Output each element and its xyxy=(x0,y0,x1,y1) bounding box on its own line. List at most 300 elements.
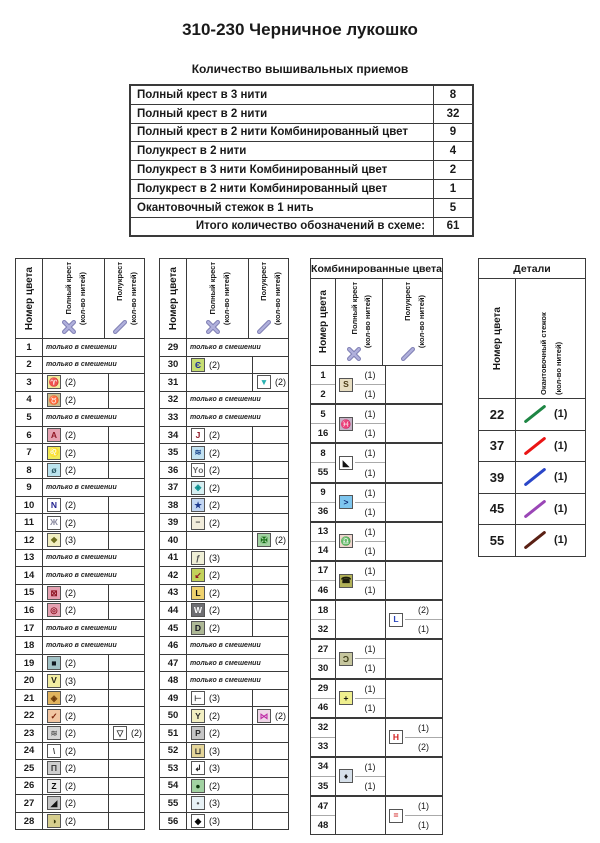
color-number: 16 xyxy=(16,602,43,619)
color-number: 53 xyxy=(160,760,187,777)
mix-only-label: только в смешении xyxy=(46,484,117,492)
full-cross-cell xyxy=(43,585,109,602)
full-cross-cell xyxy=(336,405,386,442)
thread-count: (1) xyxy=(405,797,442,816)
technique-label: Полный крест в 2 нити Комбинированный цвет xyxy=(137,126,408,139)
half-cross-cell xyxy=(109,374,144,391)
half-cross-cell xyxy=(386,366,442,403)
thread-count: (1) xyxy=(355,562,385,581)
legend-row xyxy=(16,513,144,531)
color-number: 23 xyxy=(16,725,43,742)
color-number: 36 xyxy=(317,506,329,518)
summary-total-row xyxy=(131,217,472,236)
half-cross-cell xyxy=(253,743,288,760)
color-number: 12 xyxy=(16,532,43,549)
thread-count: (2) xyxy=(209,500,220,511)
thread-count: (1) xyxy=(355,640,385,659)
summary-row xyxy=(131,179,472,198)
half-cross-header-stack xyxy=(112,262,128,335)
symbol-box: ● xyxy=(191,779,205,793)
symbol-box: Є xyxy=(191,358,205,372)
half-cross-header-count xyxy=(129,262,138,335)
summary-row xyxy=(131,123,472,142)
full-cross-cell xyxy=(187,602,253,619)
symbol-box: ⊢ xyxy=(191,691,205,705)
thread-count: (2) xyxy=(65,394,76,405)
color-number: 49 xyxy=(160,690,187,707)
half-cross-header xyxy=(105,259,144,338)
legend-row xyxy=(160,671,288,689)
thread-count: (3) xyxy=(209,552,220,563)
symbol-box: ◈ xyxy=(47,691,61,705)
thread-count: (1) xyxy=(418,820,429,831)
full-cross-cell xyxy=(187,462,253,479)
stitch-technique-summary-table xyxy=(129,84,474,237)
legend-row xyxy=(16,636,144,654)
full-cross-header-count xyxy=(363,282,372,362)
column-header-label: Полукрест xyxy=(403,282,412,321)
technique-count: 9 xyxy=(433,124,472,142)
half-cross-cell xyxy=(253,725,288,742)
legend-row xyxy=(16,601,144,619)
color-number: 39 xyxy=(160,514,187,531)
full-cross-cell xyxy=(43,602,109,619)
legend-row xyxy=(16,443,144,461)
full-cross-cell xyxy=(336,719,386,756)
color-number: 37 xyxy=(160,479,187,496)
half-cross-header-stack xyxy=(256,262,272,335)
thread-count: (2) xyxy=(275,377,286,388)
symbol-box: ✠ xyxy=(257,533,271,547)
half-cross-cell xyxy=(109,707,144,724)
symbol-box: ▽ xyxy=(113,726,127,740)
color-number-header xyxy=(479,279,516,398)
thread-count: (2) xyxy=(209,570,220,581)
color-number: 35 xyxy=(317,780,329,792)
column-header-label: Полукрест xyxy=(115,262,124,301)
half-cross-icon xyxy=(256,319,272,335)
color-number: 10 xyxy=(16,497,43,514)
color-number-header xyxy=(160,259,187,338)
legend-row xyxy=(160,812,288,830)
technique-count: 4 xyxy=(433,142,472,160)
symbol-box: D xyxy=(191,621,205,635)
thread-count: (2) xyxy=(209,780,220,791)
legend-row xyxy=(160,496,288,514)
full-cross-icon xyxy=(346,346,362,362)
half-cross-cell xyxy=(109,760,144,777)
symbol-box: Ж xyxy=(47,516,61,530)
color-number: 42 xyxy=(160,567,187,584)
symbol-box: ≋ xyxy=(47,726,61,740)
legend-row xyxy=(16,426,144,444)
technique-count: 5 xyxy=(433,199,472,217)
full-cross-cell xyxy=(187,357,253,374)
thread-count: (1) xyxy=(418,624,429,635)
color-number: 46 xyxy=(160,637,187,654)
symbol-box: ★ xyxy=(191,498,205,512)
thread-count: (1) xyxy=(554,534,568,547)
full-cross-cell xyxy=(43,462,109,479)
color-number: 44 xyxy=(160,602,187,619)
column-header-label: Полный крест xyxy=(208,262,217,315)
color-number: 43 xyxy=(160,585,187,602)
color-number: 41 xyxy=(160,550,187,567)
color-number: 16 xyxy=(317,427,329,439)
color-number: 2 xyxy=(320,388,326,400)
symbol-box: ⋈ xyxy=(257,709,271,723)
half-cross-header-count xyxy=(273,262,282,335)
legend-row xyxy=(160,373,288,391)
thread-count: (1) xyxy=(355,444,385,463)
thread-count: (1) xyxy=(554,408,568,421)
color-number: 17 xyxy=(311,562,335,581)
column-header-label: (кол-во нитей) xyxy=(363,295,372,349)
backstitch-header xyxy=(516,279,585,398)
backstitch-line-icon xyxy=(521,529,549,551)
color-number: 35 xyxy=(160,444,187,461)
thread-counts xyxy=(355,758,385,795)
half-cross-cell xyxy=(109,778,144,795)
mix-only-label: только в смешении xyxy=(46,413,117,421)
thread-count: (1) xyxy=(364,467,376,478)
full-cross-cell xyxy=(43,707,109,724)
thread-count: (3) xyxy=(209,816,220,827)
legend-row xyxy=(160,356,288,374)
combined-color-group xyxy=(311,366,442,403)
color-number: 47 xyxy=(160,655,187,672)
color-number: 14 xyxy=(16,567,43,584)
thread-count: (3) xyxy=(65,535,76,546)
thread-count: (1) xyxy=(355,366,385,385)
thread-count: (1) xyxy=(364,663,376,674)
thread-count: (3) xyxy=(209,745,220,756)
full-cross-cell xyxy=(187,725,253,742)
symbol-box: ↲ xyxy=(191,761,205,775)
symbol-box: ◎ xyxy=(47,603,61,617)
thread-count: (1) xyxy=(364,781,376,792)
backstitch-cell xyxy=(516,462,585,493)
full-cross-header xyxy=(43,259,105,338)
technique-label: Окантовочный стежок в 1 нить xyxy=(137,201,314,214)
legend-row xyxy=(160,566,288,584)
full-cross-cell xyxy=(43,532,109,549)
half-cross-cell xyxy=(386,797,442,834)
color-number: 17 xyxy=(16,620,43,637)
color-number: 22 xyxy=(479,399,516,430)
combined-color-group xyxy=(311,403,442,442)
half-cross-cell xyxy=(109,690,144,707)
thread-counts xyxy=(405,601,442,638)
symbol-box: L xyxy=(191,586,205,600)
full-cross-cell xyxy=(187,778,253,795)
full-cross-cell xyxy=(43,374,109,391)
thread-count: (1) xyxy=(364,428,376,439)
legend-row xyxy=(160,742,288,760)
thread-count: (3) xyxy=(209,693,220,704)
half-cross-cell xyxy=(109,585,144,602)
thread-count: (2) xyxy=(209,605,220,616)
color-number: 18 xyxy=(311,601,335,620)
color-number-pair xyxy=(311,366,336,403)
symbol-box: + xyxy=(339,691,353,705)
legend-row xyxy=(16,549,144,567)
color-number-pair xyxy=(311,562,336,599)
summary-row xyxy=(131,141,472,160)
thread-count: (3) xyxy=(209,798,220,809)
legend-row xyxy=(160,513,288,531)
symbol-box: ⊠ xyxy=(47,586,61,600)
full-cross-header xyxy=(336,279,383,365)
summary-row xyxy=(131,86,472,104)
summary-row xyxy=(131,160,472,179)
symbol-box: ❖ xyxy=(47,533,61,547)
color-number: 33 xyxy=(160,409,187,426)
full-cross-cell xyxy=(187,444,253,461)
half-cross-icon xyxy=(400,346,416,362)
legend-row xyxy=(160,339,288,356)
symbol-box: • xyxy=(191,796,205,810)
mix-only-label: только в смешении xyxy=(190,413,261,421)
half-cross-cell xyxy=(386,640,442,677)
technique-label: Полукрест в 2 нити xyxy=(137,145,247,158)
symbol-box: Y xyxy=(191,709,205,723)
thread-count: (1) xyxy=(364,545,376,556)
page-title: 310-230 Черничное лукошко xyxy=(182,20,418,39)
color-number: 55 xyxy=(160,795,187,812)
thread-count: (1) xyxy=(405,719,442,738)
color-number: 48 xyxy=(160,672,187,689)
summary-row xyxy=(131,104,472,123)
thread-count: (2) xyxy=(275,535,286,546)
symbol-box: ◣ xyxy=(339,456,353,470)
total-count: 61 xyxy=(433,218,472,236)
full-cross-cell xyxy=(187,532,253,549)
mix-only-label: только в смешении xyxy=(190,343,261,351)
full-cross-cell xyxy=(336,484,386,521)
half-cross-cell xyxy=(253,707,288,724)
half-cross-header xyxy=(383,279,442,365)
backstitch-line-icon xyxy=(521,435,549,457)
full-cross-cell xyxy=(187,707,253,724)
legend-row xyxy=(16,478,144,496)
legend-row xyxy=(16,373,144,391)
column-header-label: Полукрест xyxy=(259,262,268,301)
color-number: 36 xyxy=(160,462,187,479)
symbol-box: ø xyxy=(47,463,61,477)
legend-row xyxy=(16,812,144,830)
full-cross-cell xyxy=(43,725,109,742)
mix-only-label: только в смешении xyxy=(190,677,261,685)
technique-count: 32 xyxy=(433,105,472,123)
legend-row xyxy=(16,461,144,479)
color-number-pair xyxy=(311,523,336,560)
legend-row xyxy=(16,531,144,549)
combined-color-group xyxy=(311,442,442,481)
thread-count: (1) xyxy=(355,758,385,777)
half-cross-cell xyxy=(253,357,288,374)
full-cross-cell xyxy=(187,795,253,812)
legend-header xyxy=(160,259,288,339)
color-number: 21 xyxy=(16,690,43,707)
thread-count: (1) xyxy=(554,502,568,515)
color-number-pair xyxy=(311,444,336,481)
half-cross-cell xyxy=(253,813,288,830)
full-cross-cell xyxy=(43,795,109,812)
details-rows xyxy=(479,399,585,556)
color-number: 1 xyxy=(16,339,43,356)
full-cross-header-stack xyxy=(346,282,362,362)
thread-counts xyxy=(355,562,385,599)
half-cross-cell xyxy=(253,778,288,795)
half-cross-cell xyxy=(109,602,144,619)
symbol-box: ☎ xyxy=(339,574,353,588)
half-cross-cell xyxy=(253,514,288,531)
full-cross-cell xyxy=(187,760,253,777)
legend-rows xyxy=(160,339,288,829)
thread-counts xyxy=(355,444,385,481)
half-cross-header-stack xyxy=(400,282,416,362)
color-number: 47 xyxy=(311,797,335,816)
combined-colors-table xyxy=(310,258,443,835)
mix-only-label: только в смешении xyxy=(190,642,261,650)
symbol-box: ♎ xyxy=(339,534,353,548)
color-number: 9 xyxy=(311,484,335,503)
combined-color-groups xyxy=(311,366,442,834)
thread-counts xyxy=(405,719,442,756)
legend-rows xyxy=(16,339,144,829)
color-number: 28 xyxy=(16,813,43,830)
mix-only-label: только в смешении xyxy=(46,624,117,632)
color-number: 29 xyxy=(311,680,335,699)
thread-counts xyxy=(355,366,385,403)
half-cross-cell xyxy=(109,444,144,461)
full-cross-cell xyxy=(43,514,109,531)
thread-count: (2) xyxy=(65,465,76,476)
full-cross-icon xyxy=(205,319,221,335)
color-number: 30 xyxy=(317,662,329,674)
thread-count: (2) xyxy=(65,500,76,511)
half-cross-cell xyxy=(109,497,144,514)
color-number: 34 xyxy=(311,758,335,777)
color-number: 51 xyxy=(160,725,187,742)
half-cross-cell xyxy=(386,601,442,638)
thread-count: (2) xyxy=(209,517,220,528)
color-number: 24 xyxy=(16,743,43,760)
thread-count: (2) xyxy=(131,728,142,739)
half-cross-cell xyxy=(253,427,288,444)
thread-count: (2) xyxy=(275,710,286,721)
half-cross-cell xyxy=(386,523,442,560)
total-label: Итого количество обозначений в схеме: xyxy=(195,220,425,233)
full-cross-cell xyxy=(43,743,109,760)
thread-counts xyxy=(355,484,385,521)
combined-color-group xyxy=(311,482,442,521)
legend-row xyxy=(160,408,288,426)
legend-row xyxy=(16,706,144,724)
full-cross-cell xyxy=(187,690,253,707)
half-cross-cell xyxy=(109,532,144,549)
column-header-label: (кол-во нитей) xyxy=(77,271,87,326)
symbol-box: ■ xyxy=(47,656,61,670)
symbol-box: Π xyxy=(47,761,61,775)
color-number: 45 xyxy=(479,494,516,525)
color-number: 19 xyxy=(16,655,43,672)
thread-count: (1) xyxy=(364,702,376,713)
thread-count: (2) xyxy=(65,517,76,528)
full-cross-header-count xyxy=(78,262,87,335)
details-row xyxy=(479,493,585,525)
color-number: 18 xyxy=(16,637,43,654)
legend-row xyxy=(16,356,144,374)
legend-row xyxy=(160,724,288,742)
symbol-box: ⊔ xyxy=(191,744,205,758)
color-number: 8 xyxy=(16,462,43,479)
color-number: 39 xyxy=(479,462,516,493)
color-number: 4 xyxy=(16,392,43,409)
half-cross-cell xyxy=(253,374,288,391)
color-number: 38 xyxy=(160,497,187,514)
half-cross-cell xyxy=(253,479,288,496)
thread-count: (1) xyxy=(364,389,376,400)
color-number: 45 xyxy=(160,620,187,637)
backstitch-cell xyxy=(516,431,585,462)
full-cross-icon xyxy=(61,319,77,335)
details-row xyxy=(479,524,585,556)
half-cross-cell xyxy=(109,514,144,531)
thread-counts xyxy=(355,680,385,717)
symbol-box: J xyxy=(191,428,205,442)
legend-row xyxy=(160,549,288,567)
color-number-pair xyxy=(311,797,336,834)
half-cross-cell xyxy=(386,444,442,481)
half-cross-cell xyxy=(386,719,442,756)
legend-row xyxy=(16,724,144,742)
color-number-pair xyxy=(311,405,336,442)
symbol-box: Z xyxy=(47,779,61,793)
thread-count: (2) xyxy=(65,780,76,791)
symbol-box: ↙ xyxy=(191,568,205,582)
half-cross-header-count xyxy=(417,282,426,362)
color-legend-table-1 xyxy=(15,258,145,830)
thread-count: (2) xyxy=(405,601,442,620)
full-cross-cell xyxy=(336,601,386,638)
thread-count: (2) xyxy=(65,447,76,458)
full-cross-cell xyxy=(336,523,386,560)
thread-count: (1) xyxy=(364,585,376,596)
half-cross-cell xyxy=(253,620,288,637)
backstitch-cell xyxy=(516,494,585,525)
full-cross-cell xyxy=(336,562,386,599)
color-number: 50 xyxy=(160,707,187,724)
half-cross-cell xyxy=(253,532,288,549)
half-cross-cell xyxy=(386,562,442,599)
symbol-box: H xyxy=(389,730,403,744)
legend-row xyxy=(16,777,144,795)
legend-row xyxy=(16,759,144,777)
full-cross-cell xyxy=(43,813,109,830)
thread-count: (1) xyxy=(355,680,385,699)
symbol-box: > xyxy=(339,495,353,509)
symbol-box: \ xyxy=(47,744,61,758)
combined-color-group xyxy=(311,638,442,677)
symbol-box: ◆ xyxy=(191,814,205,828)
column-header-label: (кол-во нитей) xyxy=(553,341,563,395)
color-number: 46 xyxy=(317,702,329,714)
half-cross-icon xyxy=(112,319,128,335)
backstitch-line-icon xyxy=(521,403,549,425)
symbol-box: − xyxy=(191,516,205,530)
